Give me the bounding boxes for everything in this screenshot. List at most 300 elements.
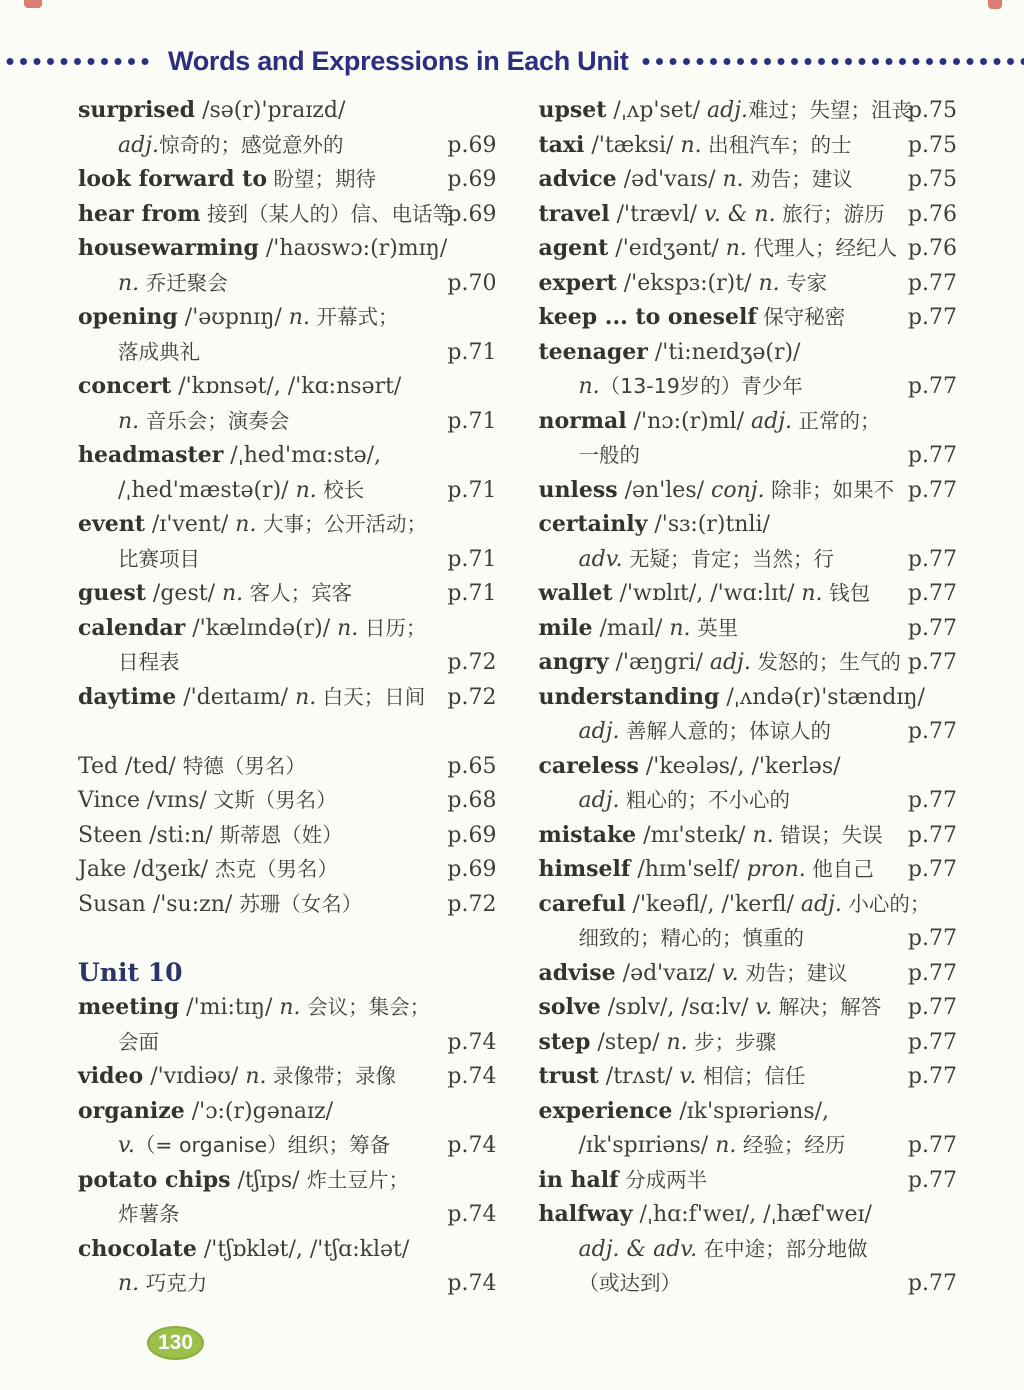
chinese-gloss: 解决；解答 <box>772 995 882 1019</box>
pos-label: n. <box>118 270 140 296</box>
entry-text <box>579 369 803 405</box>
entry-text <box>579 1128 846 1164</box>
chinese-gloss: 接到（某人的）信、电话等 <box>200 201 454 226</box>
entry-text <box>539 473 895 509</box>
page-ref: p.77 <box>907 305 957 330</box>
chinese-gloss: 英里 <box>690 615 739 640</box>
entry-text <box>78 576 352 612</box>
entry-text <box>78 507 427 543</box>
entry-text <box>78 852 338 888</box>
vocab-line <box>78 231 497 266</box>
entry-text <box>579 542 835 578</box>
headword: himself <box>538 856 631 882</box>
pos-label: n. <box>715 1133 737 1158</box>
page-ref: p.74 <box>447 1029 497 1055</box>
vocab-line <box>539 404 958 439</box>
page-ref: p.71 <box>447 477 497 503</box>
page-ref: p.77 <box>907 960 957 986</box>
chinese-gloss: 劝告；建议 <box>743 167 853 191</box>
vocab-line <box>539 576 958 611</box>
headword: understanding <box>538 683 720 710</box>
phonetic: /əd'vaɪz/ <box>615 960 722 986</box>
scan-mark-red-left <box>24 0 42 8</box>
phonetic: Susan /'su:zn/ <box>78 891 240 917</box>
chinese-gloss: 日程表 <box>118 650 180 674</box>
headword: angry <box>538 649 609 675</box>
phonetic: /maɪl/ <box>592 615 670 641</box>
entry-text <box>539 231 897 267</box>
vocab-line <box>539 300 958 335</box>
entry-text <box>539 576 871 612</box>
page-number-badge <box>147 1326 204 1360</box>
chinese-gloss: 除非；如果不 <box>764 477 895 502</box>
vocab-line <box>78 266 497 301</box>
headword: agent <box>538 235 609 261</box>
phonetic: Ted /ted/ <box>78 753 183 779</box>
vocab-line <box>539 1059 958 1094</box>
headword: unless <box>538 476 618 503</box>
page-ref: p.74 <box>447 1064 497 1089</box>
pos-label: n. <box>337 615 359 641</box>
vocab-line <box>78 852 497 887</box>
phonetic: /'eɪdʒənt/ <box>608 236 726 261</box>
chinese-gloss: 特德（男名） <box>182 753 306 778</box>
chinese-gloss: 大事；公开活动； <box>256 512 427 536</box>
vocab-line <box>78 611 497 646</box>
pos-label: v. & n. <box>704 201 776 227</box>
pos-label: n. <box>118 1271 140 1296</box>
page-ref: p.77 <box>907 443 957 468</box>
phonetic: /'ti:neɪdʒə(r)/ <box>647 339 801 365</box>
page-number: 130 <box>157 1331 194 1354</box>
entry-text <box>539 680 925 716</box>
chinese-gloss: 旅行；游历 <box>775 201 885 226</box>
entry-text <box>579 438 641 474</box>
headword: careless <box>538 752 639 779</box>
headword: taxi <box>538 131 585 158</box>
page-ref: p.69 <box>447 822 497 848</box>
chinese-gloss: 难过；失望；沮丧 <box>748 98 913 122</box>
section-gap <box>78 714 497 749</box>
vocab-line <box>539 1197 958 1232</box>
phonetic: /step/ <box>590 1029 667 1055</box>
entry-text <box>579 783 791 819</box>
chinese-gloss: 细致的；精心的；慎重的 <box>578 926 804 950</box>
entry-text <box>118 473 364 509</box>
vocab-line <box>539 1094 958 1129</box>
page-ref: p.74 <box>447 1133 497 1158</box>
vocab-line <box>78 749 497 784</box>
pos-label: n. <box>245 1064 267 1089</box>
pos-label: adj. <box>800 891 842 917</box>
page-ref: p.75 <box>907 98 957 123</box>
headword: certainly <box>538 511 648 537</box>
vocab-line <box>539 473 958 508</box>
entry-text <box>78 438 381 474</box>
chinese-gloss: （13-19岁的）青少年 <box>599 374 803 398</box>
vocab-line <box>539 335 958 370</box>
entry-text <box>118 1128 390 1164</box>
page-ref: p.77 <box>907 995 957 1020</box>
phonetic: /'keəfl/, /'kerfl/ <box>625 891 801 917</box>
vocab-line <box>78 300 497 335</box>
phonetic: /ˌʌp'set/ <box>606 98 708 123</box>
phonetic: /ɪk'spɪəriəns/, <box>672 1098 830 1124</box>
vocab-line <box>539 852 958 887</box>
chinese-gloss: 出租汽车；的士 <box>701 132 852 157</box>
chinese-gloss: 巧克力 <box>139 1271 208 1295</box>
phonetic: /'trævl/ <box>609 201 705 227</box>
page-ref: p.75 <box>907 167 957 192</box>
chinese-gloss: 善解人意的；体谅人的 <box>619 719 832 743</box>
vocab-columns <box>0 77 1024 1301</box>
entry-text <box>539 818 883 854</box>
phonetic: /trʌst/ <box>598 1064 680 1089</box>
headword: daytime <box>78 683 177 710</box>
page-ref: p.77 <box>907 857 957 882</box>
headword: advice <box>538 166 617 192</box>
chinese-gloss: 日历； <box>358 615 427 640</box>
entry-text <box>539 887 931 923</box>
vocab-line <box>539 507 958 542</box>
chinese-gloss: 会面 <box>118 1029 159 1054</box>
phonetic: /'haʊswɔ:(r)mɪŋ/ <box>258 236 448 261</box>
entry-text <box>539 128 852 164</box>
phonetic: /ˌhɑ:f'weɪ/, /ˌhæf'weɪ/ <box>632 1202 872 1227</box>
headword: event <box>78 511 145 537</box>
entry-text <box>78 1163 409 1199</box>
vocab-line <box>539 680 958 715</box>
chinese-gloss: 保守秘密 <box>756 305 846 329</box>
page-ref: p.71 <box>447 339 497 365</box>
headword: in half <box>538 1166 619 1193</box>
vocab-line <box>78 128 497 163</box>
unit-heading: Unit 10 <box>78 957 183 987</box>
headword: teenager <box>538 338 648 365</box>
vocab-line <box>78 1197 497 1232</box>
page-ref: p.77 <box>907 1133 957 1158</box>
phonetic: /ˌʌndə(r)'stændɪŋ/ <box>719 684 925 710</box>
chinese-gloss: 文斯（男名） <box>213 788 337 812</box>
vocab-line <box>78 1025 497 1060</box>
phonetic: /ɪ'vent/ <box>144 512 236 537</box>
page-ref: p.71 <box>447 408 497 434</box>
vocab-line <box>78 887 497 922</box>
entry-text <box>539 749 841 785</box>
phonetic: /'tʃɒklət/, /'tʃɑ:klət/ <box>196 1236 410 1262</box>
page-ref: p.72 <box>447 684 497 710</box>
chinese-gloss: 会议；集会； <box>300 995 431 1019</box>
headword: chocolate <box>78 1235 197 1262</box>
entry-text <box>539 956 848 992</box>
pos-label: n. <box>118 408 140 434</box>
pos-label: n. <box>221 581 244 606</box>
vocab-line <box>78 990 497 1025</box>
vocab-line <box>539 645 958 680</box>
entry-text <box>539 1025 777 1061</box>
entry-text <box>118 1266 207 1302</box>
section-gap <box>78 921 497 956</box>
scan-mark-red-right <box>988 0 1002 9</box>
headword: normal <box>538 407 627 434</box>
pos-label: n. <box>578 374 600 399</box>
chinese-gloss: 录像带；录像 <box>266 1064 397 1088</box>
vocab-line <box>78 576 497 611</box>
headword: calendar <box>78 614 186 641</box>
pos-label: adj. <box>578 788 620 813</box>
page-ref: p.77 <box>907 650 957 675</box>
chinese-gloss: 错误；失误 <box>773 822 883 847</box>
pos-label: n. <box>680 132 702 158</box>
chinese-gloss: 白天；日间 <box>316 684 426 709</box>
page-ref: p.77 <box>907 1064 957 1089</box>
vocab-line <box>539 714 958 749</box>
entry-text <box>78 231 447 267</box>
vocab-line <box>78 335 497 370</box>
chinese-gloss: 粗心的；不小心的 <box>619 788 791 812</box>
headword: step <box>538 1028 591 1055</box>
pos-label: adj. <box>709 650 751 675</box>
entry-text <box>118 645 180 681</box>
chinese-gloss: 开幕式； <box>309 305 399 329</box>
headword: advise <box>538 959 616 986</box>
phonetic: /'ekspɜ:(r)t/ <box>616 270 759 296</box>
chinese-gloss: 音乐会；演奏会 <box>139 408 290 433</box>
chinese-gloss: 惊奇的；感觉意外的 <box>159 132 344 157</box>
phonetic: /tʃɪps/ <box>230 1167 307 1193</box>
page-ref: p.77 <box>907 1271 957 1296</box>
entry-text <box>539 162 853 198</box>
pos-label: v. <box>118 1133 135 1158</box>
page-ref: p.76 <box>907 201 957 227</box>
vocab-line <box>539 1025 958 1060</box>
phonetic: /'kɒnsət/, /'kɑ:nsərt/ <box>171 374 402 399</box>
headword: mile <box>538 614 593 641</box>
vocab-line <box>78 1094 497 1129</box>
entry-text <box>78 369 401 405</box>
vocab-line <box>78 542 497 577</box>
pos-label: n. <box>295 477 317 503</box>
chinese-gloss: 他自己 <box>805 857 874 881</box>
entry-text <box>538 93 913 129</box>
entry-text <box>539 197 885 233</box>
pos-label: adj. <box>118 132 160 158</box>
vocab-line <box>78 818 497 853</box>
chinese-gloss: 专家 <box>779 270 828 295</box>
page-ref: p.68 <box>447 788 497 813</box>
phonetic: /'mi:tɪŋ/ <box>179 995 280 1020</box>
page-ref: p.69 <box>447 132 497 158</box>
headword: concert <box>78 373 172 399</box>
entry-text <box>539 1059 806 1095</box>
vocab-line <box>78 645 497 680</box>
entry-text <box>118 1025 159 1061</box>
phonetic: /'tæksi/ <box>584 132 681 158</box>
vocab-line <box>539 542 958 577</box>
chinese-gloss: 在中途；部分地做 <box>697 1236 868 1261</box>
entry-text <box>118 404 289 440</box>
vocab-line <box>78 369 497 404</box>
page-ref: p.77 <box>907 1029 957 1055</box>
pos-label: n. <box>752 822 774 848</box>
chinese-gloss: 比赛项目 <box>118 546 200 571</box>
chinese-gloss: 分成两半 <box>618 1167 708 1192</box>
entry-text <box>579 921 805 957</box>
pos-label: adj. <box>751 408 793 434</box>
page-title: Words and Expressions in Each Unit <box>168 46 629 76</box>
vocab-line <box>539 611 958 646</box>
headword: halfway <box>538 1201 633 1227</box>
headword: surprised <box>78 97 196 123</box>
headword: keep ... to oneself <box>538 304 757 330</box>
entry-text <box>78 1232 409 1268</box>
phonetic: /'əʊpnɪŋ/ <box>177 305 289 330</box>
phonetic: /ˌhed'mɑ:stə/, <box>223 443 381 468</box>
pos-label: n. <box>235 512 257 537</box>
entry-text <box>118 542 200 578</box>
entry-text <box>539 852 874 888</box>
chinese-gloss: 炸薯条 <box>118 1202 180 1226</box>
headword: look forward to <box>78 166 267 192</box>
phonetic: /'deɪtaɪm/ <box>176 684 296 710</box>
vocab-line <box>539 1128 958 1163</box>
entry-text <box>539 266 828 302</box>
phonetic: /'ɔ:(r)gənaɪz/ <box>184 1098 334 1124</box>
vocab-line <box>539 956 958 991</box>
page-ref: p.69 <box>447 201 497 227</box>
headword: experience <box>538 1097 673 1124</box>
vocab-line <box>78 162 497 197</box>
vocab-line <box>78 1163 497 1198</box>
entry-text <box>579 714 832 750</box>
entry-text <box>78 990 430 1026</box>
page-ref: p.77 <box>907 374 957 399</box>
chinese-gloss: 步；步骤 <box>687 1029 777 1054</box>
vocab-line <box>539 231 958 266</box>
pos-label: n. <box>669 615 691 641</box>
vocab-line <box>78 404 497 439</box>
chinese-gloss: 盼望；期待 <box>267 167 377 191</box>
entry-text <box>539 335 801 371</box>
pos-label: adj. <box>578 719 620 744</box>
phonetic: /ˌhed'mæstə(r)/ <box>118 477 296 503</box>
vocab-line <box>78 507 497 542</box>
chinese-gloss: 乔迁聚会 <box>139 270 228 295</box>
page-ref: p.72 <box>447 891 497 917</box>
chinese-gloss: 落成典礼 <box>118 339 200 364</box>
entry-text <box>539 300 846 336</box>
headword: organize <box>78 1097 185 1124</box>
pos-label: n. <box>725 236 747 261</box>
pos-label: adj. & adv. <box>578 1236 698 1262</box>
vocab-line <box>539 990 958 1025</box>
pos-label: n. <box>666 1029 688 1055</box>
headword: hear from <box>78 200 201 227</box>
chinese-gloss: 斯蒂恩（姓） <box>219 822 343 847</box>
phonetic: /ɪk'spɪriəns/ <box>578 1133 716 1158</box>
chinese-gloss: 苏珊（女名） <box>239 891 363 916</box>
phonetic: /'æŋgri/ <box>608 650 710 675</box>
pos-label: adv. <box>578 546 623 572</box>
headword: expert <box>538 269 617 296</box>
entry-text <box>78 162 376 198</box>
phonetic: /'kælɪndə(r)/ <box>185 615 338 641</box>
page-ref: p.77 <box>907 581 957 606</box>
headword: upset <box>538 97 607 123</box>
page-ref: p.75 <box>907 132 957 158</box>
page-ref: p.72 <box>447 650 497 675</box>
headword: guest <box>78 580 146 606</box>
entry-text <box>78 749 306 785</box>
chinese-gloss: 正常的； <box>792 408 881 433</box>
vocab-line <box>78 438 497 473</box>
page-ref: p.71 <box>447 546 497 572</box>
vocab-line <box>539 93 958 128</box>
headword: housewarming <box>78 235 259 261</box>
phonetic: /sə(r)'praɪzd/ <box>195 98 346 123</box>
vocab-line <box>539 921 958 956</box>
dotted-rule-right <box>642 57 1024 66</box>
headword: travel <box>538 200 610 227</box>
page-ref: p.65 <box>447 753 497 779</box>
chinese-gloss: 校长 <box>316 477 365 502</box>
chinese-gloss: （= organise）组织；筹备 <box>134 1133 391 1157</box>
pos-label: conj. <box>711 477 765 503</box>
entry-text <box>118 335 200 371</box>
chinese-gloss: 一般的 <box>578 443 640 467</box>
page-ref: p.77 <box>907 788 957 813</box>
page-ref: p.77 <box>907 822 957 848</box>
vocab-line <box>78 93 497 128</box>
page-ref: p.77 <box>907 719 957 744</box>
phonetic: Steen /sti:n/ <box>78 822 220 848</box>
page-ref: p.77 <box>907 546 957 572</box>
phonetic: /'sɜ:(r)tnli/ <box>647 512 770 537</box>
page-ref: p.76 <box>907 236 957 261</box>
vocab-line <box>539 818 958 853</box>
page-ref: p.71 <box>447 581 497 606</box>
entry-text <box>78 818 343 854</box>
page-ref: p.69 <box>447 857 497 882</box>
entry-text <box>78 197 454 233</box>
entry-text <box>539 507 770 543</box>
headword: meeting <box>78 994 180 1020</box>
pos-label: n. <box>295 684 317 710</box>
phonetic: /gest/ <box>145 581 222 606</box>
vocab-line <box>78 1128 497 1163</box>
phonetic: /'nɔ:(r)ml/ <box>626 408 751 434</box>
entry-text <box>78 783 337 819</box>
pos-label: n. <box>288 305 310 330</box>
vocab-line <box>539 369 958 404</box>
vocab-line <box>539 749 958 784</box>
chinese-gloss: 劝告；建议 <box>738 960 848 985</box>
page-ref: p.77 <box>907 926 957 951</box>
vocab-line <box>539 887 958 922</box>
phonetic: Vince /vɪns/ <box>78 788 214 813</box>
chinese-gloss: 经验；经历 <box>736 1133 846 1157</box>
entry-text <box>539 1163 708 1199</box>
chinese-gloss: 无疑；肯定；当然；行 <box>622 546 835 571</box>
chinese-gloss: 相信；信任 <box>696 1064 806 1088</box>
page-ref: p.77 <box>907 477 957 503</box>
entry-text <box>539 645 900 681</box>
entry-text <box>118 266 228 302</box>
headword: wallet <box>538 580 613 606</box>
phonetic: /sɒlv/, /sɑ:lv/ <box>600 995 756 1020</box>
vocab-column-right <box>539 93 958 1301</box>
phonetic: /'vɪdiəʊ/ <box>143 1064 246 1089</box>
